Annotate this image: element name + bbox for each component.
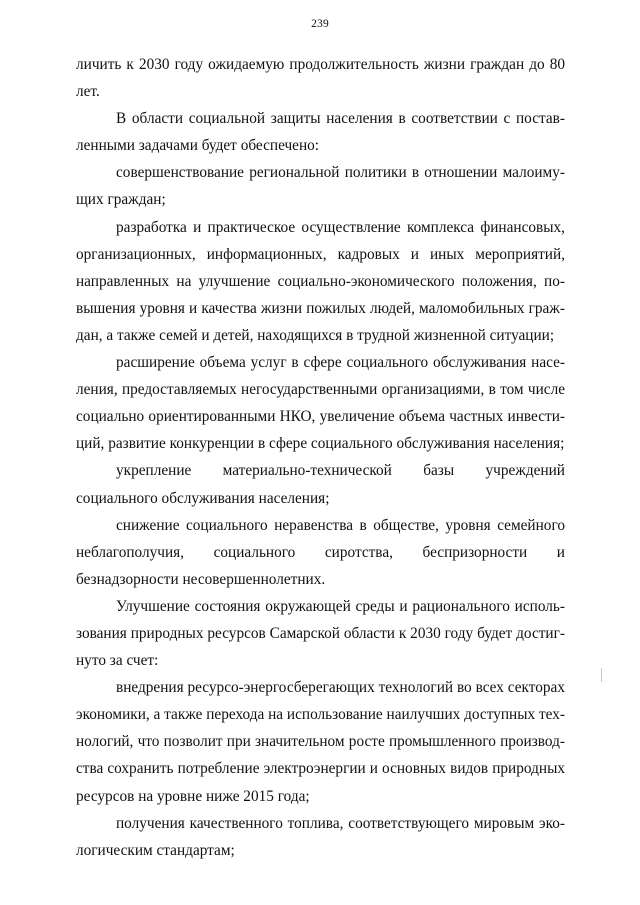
paragraph-services-expansion: расширение объема услуг в сфере социального обслуживания населения, предоставляемых негосударственными организациями, в том числе социально ориентированными НКО, увеличение объема частных инвестиций, развитие конкуренции в сфере социального обслуживания населения; (76, 354, 565, 453)
scan-artifact (601, 668, 602, 682)
paragraph-regional-policy: совершенствование региональной политики в отношении малоимущих граждан; (76, 164, 565, 209)
document-body (76, 51, 565, 864)
paragraph-material-base: укрепление материально-технической базы учреждений социального обслуживания населения; (76, 462, 565, 507)
paragraph-social-protection-intro: В области социальной защиты населения в соответствии с поставленными задачами будет обеспечено: (76, 110, 565, 155)
paragraph-inequality-reduction: снижение социального неравенства в обществе, уровня семейного неблагополучия, социального сиротства, беспризорности и безнадзорности несовершеннолетних. (76, 516, 565, 588)
paragraph-energy-saving: внедрения ресурсо-энергосберегающих технологий во всех секторах экономики, а также перехода на использование наилучших доступных технологий, что позволит при значительном росте промышленного производства сохранить потребление электроэнергии и основных видов природных ресурсов на уровне ниже 2015 года; (76, 679, 565, 805)
page-number: 239 (311, 18, 329, 30)
paragraph-life-expectancy: личить к 2030 году ожидаемую продолжительность жизни граждан до 80 лет. (76, 56, 565, 101)
paragraph-environment-intro: Улучшение состояния окружающей среды и рационального использования природных ресурсов Самарской области к 2030 году будет достигнуто за счет: (76, 597, 565, 670)
paragraph-quality-fuel: получения качественного топлива, соответствующего мировым экологическим стандартам; (76, 814, 565, 859)
paragraph-measures-complex: разработка и практическое осуществление комплекса финансовых, организационных, информационных, кадровых и иных мероприятий, направленных на улучшение социально-экономического положения, повышения уровня и качества жизни пожилых людей, маломобильных граждан, а также семей и детей, находящихся в трудной жизненной ситуации; (76, 218, 565, 344)
